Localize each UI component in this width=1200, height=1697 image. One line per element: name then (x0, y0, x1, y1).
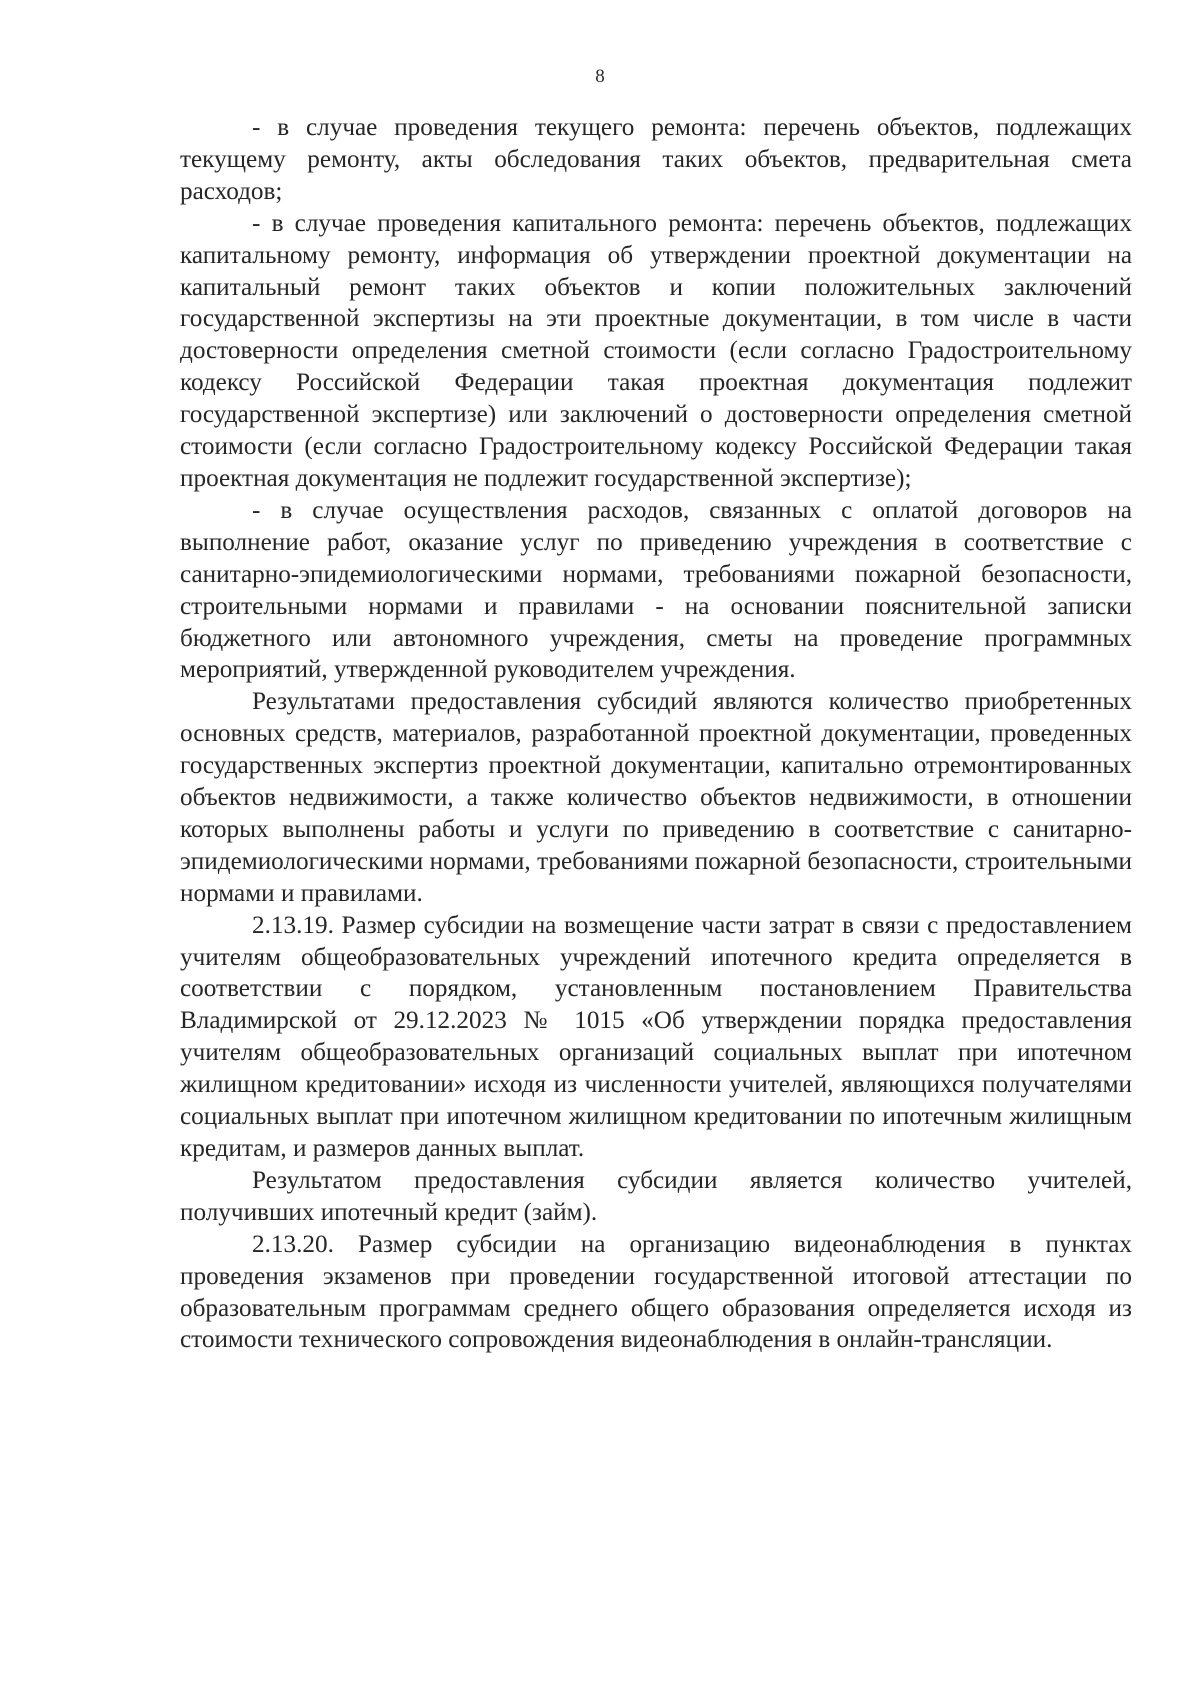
document-body (180, 112, 1132, 1356)
paragraph-current-repair: - в случае проведения текущего ремонта: перечень объектов, подлежащих текущему ремонту, акты обследования таких объектов, предварительная смета расходов; (180, 114, 1132, 205)
paragraph-2-13-20: 2.13.20. Размер субсидии на организацию видеонаблюдения в пунктах проведения экзаменов при проведении государственной итоговой аттестации по образовательным программам среднего общего образования определяется исходя из стоимости технического сопровождения видеонаблюдения в онлайн-трансляции. (180, 1230, 1132, 1354)
paragraph-sanitary-expenses: - в случае осуществления расходов, связанных с оплатой договоров на выполнение работ, оказание услуг по приведению учреждения в соответствие с санитарно-эпидемиологическими нормами, требованиями пожарной безопасности, строительными нормами и правилами - на основании пояснительной записки бюджетного или автономного учреждения, сметы на проведение программных мероприятий, утвержденной руководителем учреждения. (180, 496, 1132, 684)
page-number: 8 (595, 66, 605, 87)
paragraph-teacher-result: Результатом предоставления субсидии является количество учителей, получивших ипотечный кредит (займ). (180, 1166, 1132, 1226)
paragraph-2-13-19: 2.13.19. Размер субсидии на возмещение части затрат в связи с предоставлением учителям общеобразовательных учреждений ипотечного кредита определяется в соответствии с порядком, установленным постановлением Правительства Владимирской от 29.12.2023 № 1015 «Об утверждении порядка предоставления учителям общеобразовательных организаций социальных выплат при ипотечном жилищном кредитовании» исходя из численности учителей, являющихся получателями социальных выплат при ипотечном жилищном кредитовании по ипотечным жилищным кредитам, и размеров данных выплат. (180, 911, 1132, 1162)
paragraph-capital-repair: - в случае проведения капитального ремонта: перечень объектов, подлежащих капитальному ремонту, информация об утверждении проектной документации на капитальный ремонт таких объектов и копии положительных заключений государственной экспертизы на эти проектные документации, в том числе в части достоверности определения сметной стоимости (если согласно Градостроительному кодексу Российской Федерации такая проектная документация подлежит государственной экспертизе) или заключений о достоверности определения сметной стоимости (если согласно Градостроительному кодексу Российской Федерации такая проектная документация не подлежит государственной экспертизе); (180, 209, 1132, 492)
paragraph-subsidy-results: Результатами предоставления субсидий являются количество приобретенных основных средств, материалов, разработанной проектной документации, проведенных государственных экспертиз проектной документации, капитально отремонтированных объектов недвижимости, а также количество объектов недвижимости, в отношении которых выполнены работы и услуги по приведению в соответствие с санитарно-эпидемиологическими нормами, требованиями пожарной безопасности, строительными нормами и правилами. (180, 688, 1132, 907)
